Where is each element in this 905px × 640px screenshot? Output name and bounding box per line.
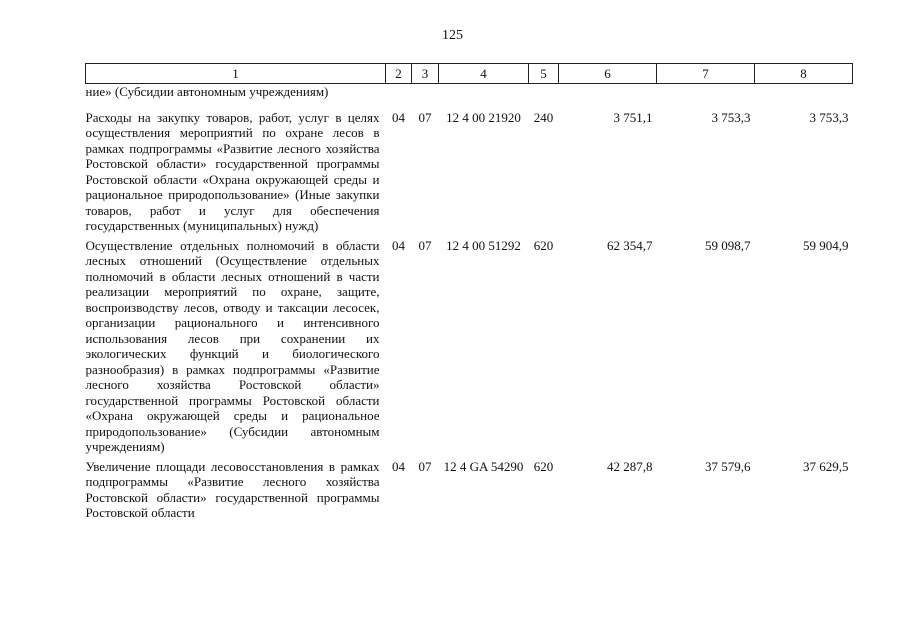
- row-expense-type: 620: [533, 237, 554, 253]
- row-target-code: 12 4 GA 54290: [443, 458, 524, 474]
- row-amount-col8: 37 629,5: [803, 458, 849, 474]
- row-amount-col6: 62 354,7: [607, 237, 653, 253]
- row-description: Осуществление отдельных полномочий в области лесных отношений (Осуществление отдельных полномочий в области лесных отношений в части реализации мероприятий по охране, защите, воспроизводству лесов, отводу и таксации лесосек, организации рационального и интенсивного использования лесов при сохранении их экологических функций и биологического разнообразия) в рамках подпрограммы «Развитие лесного хозяйства Ростовской области» государственной программы Ростовской области «Охрана окружающей среды и рациональное природопользование» (Субсидии автономным учреждениям): [85, 237, 380, 454]
- table-row: [86, 455, 853, 521]
- row-amount-col7: 3 753,3: [711, 109, 751, 125]
- row-target-code: 12 4 00 51292: [446, 237, 521, 253]
- header-col-3: 3: [412, 64, 439, 84]
- row-amount-col8: 3 753,3: [809, 109, 849, 125]
- row-description: ние» (Субсидии автономным учреждениям): [85, 84, 329, 99]
- row-section-code: 04: [392, 109, 405, 125]
- table-row-continuation: [86, 84, 853, 100]
- header-col-8: 8: [755, 64, 853, 84]
- row-section-code: 04: [392, 237, 405, 253]
- header-col-7: 7: [657, 64, 755, 84]
- row-subsection-code: 07: [418, 109, 432, 125]
- row-expense-type: 240: [533, 109, 554, 125]
- header-col-2: 2: [386, 64, 412, 84]
- header-col-1: 1: [86, 64, 386, 84]
- table-row: [86, 100, 853, 234]
- row-subsection-code: 07: [418, 458, 432, 474]
- row-amount-col6: 42 287,8: [607, 458, 653, 474]
- header-col-6: 6: [559, 64, 657, 84]
- table-row: [86, 234, 853, 455]
- page-number: 125: [442, 28, 463, 43]
- row-amount-col7: 37 579,6: [705, 458, 751, 474]
- row-subsection-code: 07: [418, 237, 432, 253]
- table-header-row: [86, 64, 853, 84]
- row-amount-col7: 59 098,7: [705, 237, 751, 253]
- row-amount-col8: 59 904,9: [803, 237, 849, 253]
- row-section-code: 04: [392, 458, 405, 474]
- row-expense-type: 620: [533, 458, 554, 474]
- row-description: Увеличение площади лесовосстановления в рамках подпрограммы «Развитие лесного хозяйства Ростовской области» государственной программы Ростовской области: [85, 458, 380, 520]
- budget-table: [85, 63, 853, 521]
- row-amount-col6: 3 751,1: [613, 109, 653, 125]
- header-col-4: 4: [439, 64, 529, 84]
- row-description: Расходы на закупку товаров, работ, услуг в целях осуществления мероприятий по охране лесов в рамках подпрограммы «Развитие лесного хозяйства Ростовской области» государственной программы Ростовской области «Охрана окружающей среды и рациональное природопользование» (Иные закупки товаров, работ и услуг для обеспечения государственных (муниципальных) нужд): [85, 109, 380, 233]
- row-target-code: 12 4 00 21920: [446, 109, 521, 125]
- header-col-5: 5: [529, 64, 559, 84]
